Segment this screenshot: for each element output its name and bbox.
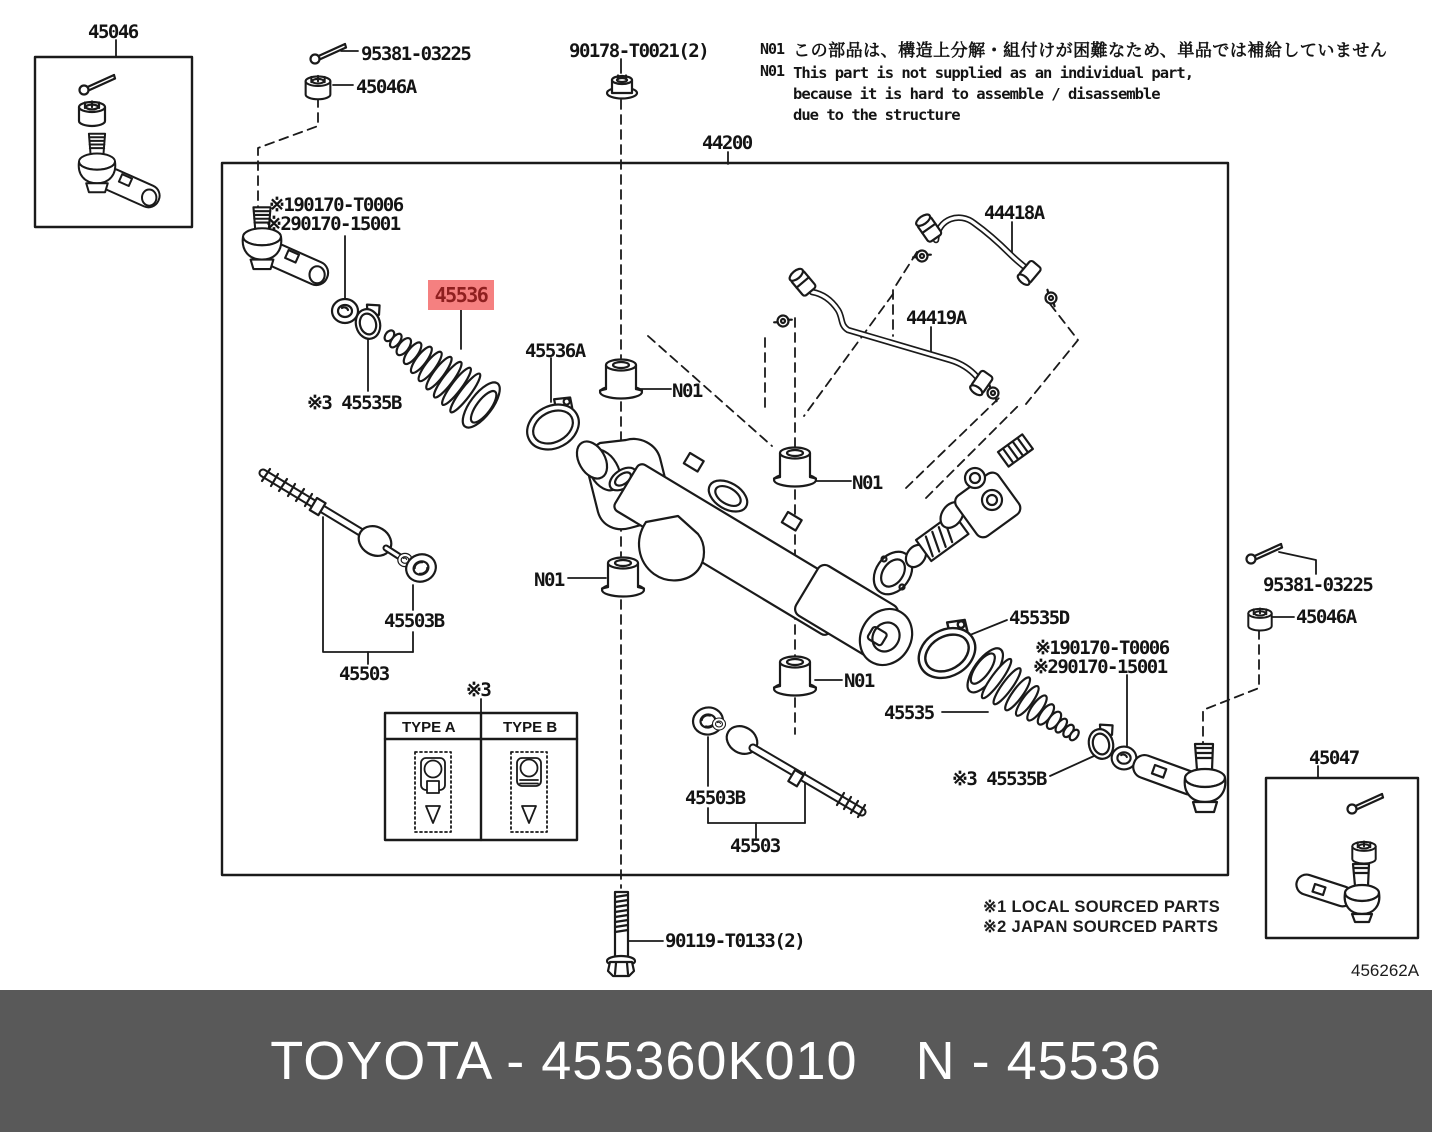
callout-45535B-left: ※3 45535B <box>307 392 401 414</box>
footer-bar <box>0 990 1432 1132</box>
callout-45535B-right: ※3 45535B <box>952 768 1046 790</box>
cotter-pin-right <box>1247 544 1283 564</box>
callout-95381-top: 95381-03225 <box>361 43 471 65</box>
castle-nut-right <box>1248 608 1271 630</box>
footer-part-codes <box>270 1030 1162 1092</box>
callout-90119: 90119-T0133(2) <box>665 930 805 952</box>
note-n01-english-3: due to the structure <box>793 106 960 124</box>
callout-grease-right-1: ※190170-T0006 <box>1035 637 1169 659</box>
note-n01-english-1: N01 This part is not supplied as an individual part, <box>760 62 1194 82</box>
callout-n01-bushing-4: N01 <box>844 670 874 692</box>
callout-45535D: 45535D <box>1009 607 1069 629</box>
callout-45046A-top: 45046A <box>356 76 416 98</box>
callout-44200: 44200 <box>702 132 752 154</box>
callout-45535: 45535 <box>884 702 934 724</box>
callout-grease-left-2: ※290170-15001 <box>266 213 400 235</box>
callout-n01-bushing-2: N01 <box>852 472 882 494</box>
callout-95381-right: 95381-03225 <box>1263 574 1373 596</box>
callout-44419A: 44419A <box>906 307 966 329</box>
note-japan-sourced: ※2 JAPAN SOURCED PARTS <box>983 918 1219 936</box>
note-local-sourced: ※1 LOCAL SOURCED PARTS <box>983 898 1221 916</box>
callout-45536-highlighted: 45536 <box>428 280 494 310</box>
callout-45046: 45046 <box>88 21 138 43</box>
cotter-pin-top <box>311 44 347 64</box>
callout-45503-right: 45503 <box>730 835 780 857</box>
callout-n01-bushing-3: N01 <box>534 569 564 591</box>
callout-90178: 90178-T0021(2) <box>569 40 709 62</box>
inner-tie-rod-left <box>262 469 412 567</box>
footer-brand-code: TOYOTA - 455360K010 <box>270 1031 858 1091</box>
bracket-bolt <box>607 892 635 976</box>
rack-mount-nut <box>607 76 637 99</box>
figure-reference: 456262A <box>1351 961 1420 980</box>
footer-catalog-code: N - 45536 <box>915 1031 1162 1091</box>
castle-nut-top <box>306 76 331 99</box>
callout-type-ref: ※3 <box>466 679 491 701</box>
callout-grease-left-1: ※190170-T0006 <box>269 194 403 216</box>
note-n01-japanese: N01 この部品は、構造上分解・組付けが困難なため、単品では補給していません <box>760 40 1388 61</box>
callout-45503B-left: 45503B <box>384 610 444 632</box>
note-n01-english-2: because it is hard to assemble / disassemble <box>793 85 1160 103</box>
boot-45536-drawing <box>370 312 506 433</box>
callout-44418A: 44418A <box>984 202 1044 224</box>
note-tag: N01 <box>760 40 785 58</box>
lock-nut-left <box>332 299 358 323</box>
callout-grease-right-2: ※290170-15001 <box>1033 656 1167 678</box>
callout-45536A: 45536A <box>525 340 585 362</box>
pinion-valve-assembly <box>902 434 1033 571</box>
note-tag: N01 <box>760 62 785 80</box>
callout-45503-left: 45503 <box>339 663 389 685</box>
callout-45046A-right: 45046A <box>1296 606 1356 628</box>
callout-n01-bushing-1: N01 <box>672 380 702 402</box>
type-b-header: TYPE B <box>503 719 558 736</box>
callout-45047: 45047 <box>1309 747 1359 769</box>
callout-45503B-right: 45503B <box>685 787 745 809</box>
tie-rod-end-right <box>1130 744 1225 812</box>
type-a-header: TYPE A <box>402 719 456 736</box>
